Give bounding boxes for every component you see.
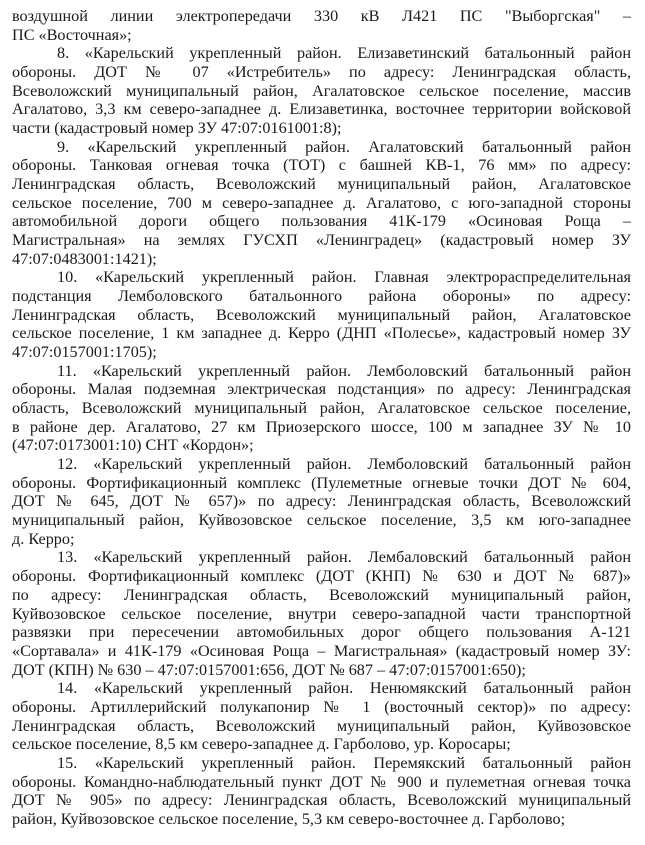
text-line: обороны. Танковая огневая точка (ТОТ) с башней КВ-1, 76 мм» по адресу: [12,156,631,175]
text-line: 13. «Карельский укрепленный район. Лембаловский батальонный район [57,548,631,567]
text-line: части (кадастровый номер ЗУ 47:07:0161001:8); [12,119,342,138]
text-line: район, Куйвозовское сельское поселение, 5,3 км северо-восточнее д. Гарболово; [12,809,566,828]
text-line: Агалатово, 3,3 км северо-западнее д. Елизаветинка, восточнее территории войсковой [12,100,631,119]
text-line: 11. «Карельский укрепленный район. Лемболовский батальонный район [57,361,631,380]
text-line: ДОТ № 905» по адресу: Ленинградская область, Всеволожский муниципальный [12,791,631,810]
list-item-paragraph [12,138,631,269]
text-line: развязки при пересечении автомобильных дорог общего пользования А-121 [12,623,631,642]
text-line: сельское поселение, 700 м северо-западнее д. Агалатово, с юго-западной стороны [12,193,631,212]
text-line: 8. «Карельский укрепленный район. Елизаветинский батальонный район [57,44,631,63]
list-item-paragraph [12,548,631,679]
text-line: сельское поселение, 1 км западнее д. Керро (ДНП «Полесье», кадастровый номер ЗУ [12,324,631,343]
text-line: обороны. ДОТ № 07 «Истребитель» по адресу: Ленинградская область, [12,63,631,82]
text-line: Магистральная» на землях ГУСХП «Ленинградец» (кадастровый номер ЗУ [12,231,631,250]
text-line: обороны. Фортификационный комплекс (Пулеметные огневые точки ДОТ № 604, [12,473,631,492]
text-line: 47:07:0157001:1705); [12,343,157,362]
text-line: Ленинградская область, Всеволожский муниципальный район, Куйвозовское [12,716,631,735]
text-line: подстанция Лемболовского батальонного района обороны» по адресу: [12,287,631,306]
text-line: в районе дер. Агалатово, 27 км Приозерского шоссе, 100 м западнее ЗУ № 10 [12,417,631,436]
text-line: 14. «Карельский укрепленный район. Ненюмякский батальонный район [57,679,631,698]
text-line: обороны. Артиллерийский полукапонир № 1 (восточный сектор)» по адресу: [12,697,631,716]
text-line: «Сортавала» и 41К-179 «Осиновая Роща – Магистральная» (кадастровый номер ЗУ: [12,641,631,660]
text-line: область, Всеволожский муниципальный район, Агалатовское сельское поселение, [12,399,631,418]
list-item-paragraph [12,754,631,829]
list-item-paragraph [12,44,631,137]
text-line: Ленинградская область, Всеволожский муниципальный район, Агалатовское [12,175,631,194]
text-line: автомобильной дороги общего пользования 41К-179 «Осиновая Роща – [12,212,631,231]
list-item-paragraph [12,362,631,455]
text-line: ДОТ № 645, ДОТ № 657)» по адресу: Ленинградская область, Всеволожский [12,492,631,511]
text-line: обороны. Малая подземная электрическая подстанция» по адресу: Ленинградская [12,380,631,399]
text-line: 47:07:0483001:1421); [12,249,157,268]
text-line: Куйвозовское сельское поселение, внутри северо-западной части транспортной [12,604,631,623]
text-line: по адресу: Ленинградская область, Всеволожский муниципальный район, [12,585,631,604]
text-line: обороны. Командно-наблюдательный пункт ДОТ № 900 и пулеметная огневая точка [12,772,631,791]
list-item-paragraph [12,268,631,361]
text-line: Ленинградская область, Всеволожский муниципальный район, Агалатовское [12,305,631,324]
document-body [12,7,631,829]
text-line: ПС «Восточная»; [12,25,132,44]
text-line: 10. «Карельский укрепленный район. Главная электрораспределительная [57,268,631,287]
text-line: воздушной линии электропередачи 330 кВ Л421 ПС "Выборгская" – [12,7,631,25]
text-line: 9. «Карельский укрепленный район. Агалатовский батальонный район [57,137,631,156]
list-item-paragraph [12,455,631,548]
text-line: обороны. Фортификационный комплекс (ДОТ (КНП) № 630 и ДОТ № 687)» [12,567,631,586]
text-line: ДОТ (КПН) № 630 – 47:07:0157001:656, ДОТ № 687 – 47:07:0157001:650); [12,660,526,679]
text-line: д. Керро; [12,529,75,548]
text-line: Всеволожский муниципальный район, Агалатовское сельское поселение, массив [12,81,631,100]
paragraph-continued [12,7,631,44]
text-line: сельское поселение, 8,5 км северо-западнее д. Гарболово, ур. Коросары; [12,735,511,754]
text-line: 15. «Карельский укрепленный район. Перемякский батальонный район [57,753,631,772]
text-line: (47:07:0173001:10) СНТ «Кордон»; [12,436,254,455]
text-line: 12. «Карельский укрепленный район. Лемболовский батальонный район [57,455,631,474]
list-item-paragraph [12,679,631,754]
text-line: муниципальный район, Куйвозовское сельское поселение, 3,5 км юго-западнее [12,511,631,530]
